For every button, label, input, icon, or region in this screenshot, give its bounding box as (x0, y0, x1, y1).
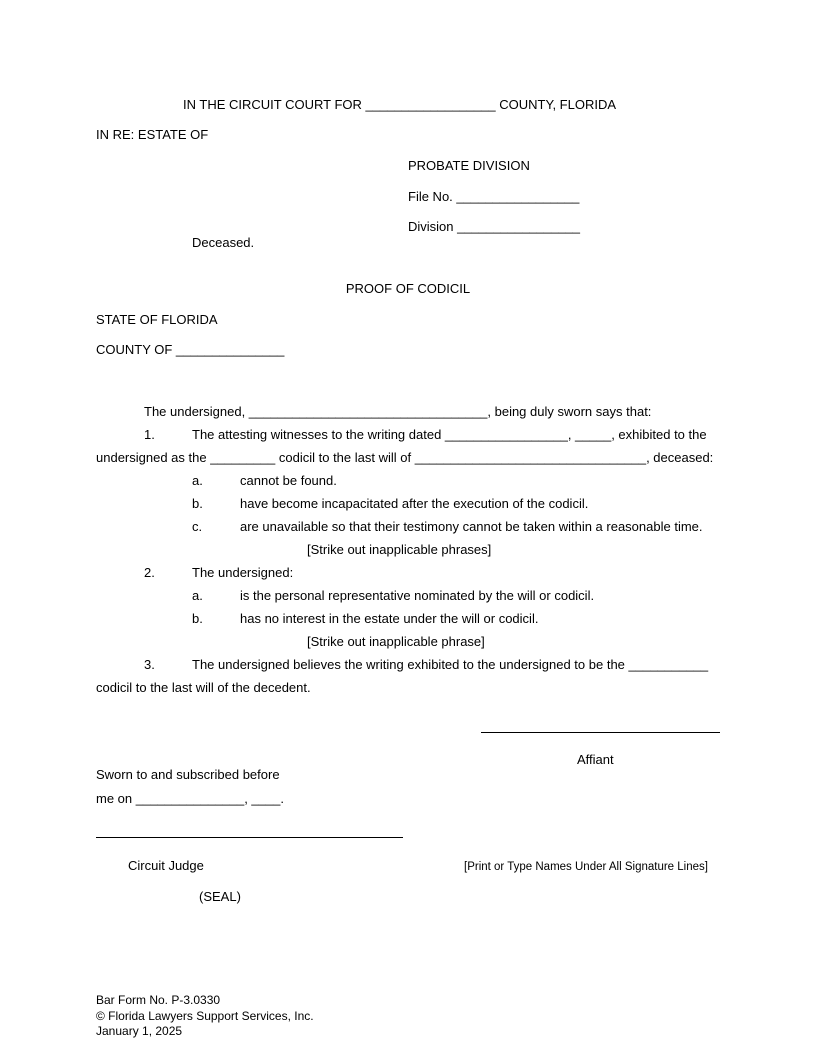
in-re-estate: IN RE: ESTATE OF (96, 127, 209, 142)
paragraph-1-number: 1. (144, 427, 155, 442)
paragraph-1-line-1: The attesting witnesses to the writing dated _________________, _____, exhibited to the (192, 427, 707, 442)
item-letter: a. (192, 588, 203, 603)
sworn-line-2: me on _______________, ____. (96, 791, 284, 806)
strike-note: [Strike out inapplicable phrase] (307, 634, 485, 649)
print-names-note: [Print or Type Names Under All Signature Lines] (464, 861, 708, 873)
deceased-label: Deceased. (192, 235, 255, 250)
strike-note: [Strike out inapplicable phrases] (307, 542, 492, 557)
form-date: January 1, 2025 (96, 1024, 183, 1038)
county-of: COUNTY OF _______________ (96, 342, 285, 357)
sworn-line-1: Sworn to and subscribed before (96, 767, 280, 782)
item-text: have become incapacitated after the execution of the codicil. (240, 496, 589, 511)
item-letter: b. (192, 611, 203, 626)
paragraph-3-line-1: The undersigned believes the writing exhibited to the undersigned to be the ___________ (192, 657, 709, 672)
paragraph-3-line-2: codicil to the last will of the decedent. (96, 680, 311, 695)
court-heading: IN THE CIRCUIT COURT FOR __________________ COUNTY, FLORIDA (183, 97, 617, 112)
probate-division: PROBATE DIVISION (408, 158, 530, 173)
file-number: File No. _________________ (408, 189, 580, 204)
division-field: Division _________________ (408, 219, 581, 234)
state-of-florida: STATE OF FLORIDA (96, 312, 218, 327)
item-text: is the personal representative nominated by the will or codicil. (240, 588, 595, 603)
seal-label: (SEAL) (199, 889, 241, 904)
paragraph-2-number: 2. (144, 565, 155, 580)
bar-form-number: Bar Form No. P-3.0330 (96, 993, 221, 1007)
judge-signature-line (96, 837, 403, 838)
item-text: are unavailable so that their testimony cannot be taken within a reasonable time. (240, 519, 703, 534)
circuit-judge-label: Circuit Judge (128, 858, 204, 873)
paragraph-1-line-2: undersigned as the _________ codicil to the last will of ________________________________, deceased: (96, 450, 714, 465)
document-title: PROOF OF CODICIL (345, 281, 471, 296)
item-text: cannot be found. (240, 473, 337, 488)
item-letter: a. (192, 473, 203, 488)
item-letter: c. (192, 519, 203, 534)
intro-paragraph: The undersigned, _________________________________, being duly sworn says that: (144, 404, 652, 419)
item-letter: b. (192, 496, 203, 511)
item-text: has no interest in the estate under the will or codicil. (240, 611, 539, 626)
affiant-label: Affiant (577, 752, 614, 767)
affiant-signature-line (481, 732, 720, 733)
copyright-notice: © Florida Lawyers Support Services, Inc. (96, 1009, 314, 1023)
paragraph-2-line-1: The undersigned: (192, 565, 294, 580)
paragraph-3-number: 3. (144, 657, 155, 672)
